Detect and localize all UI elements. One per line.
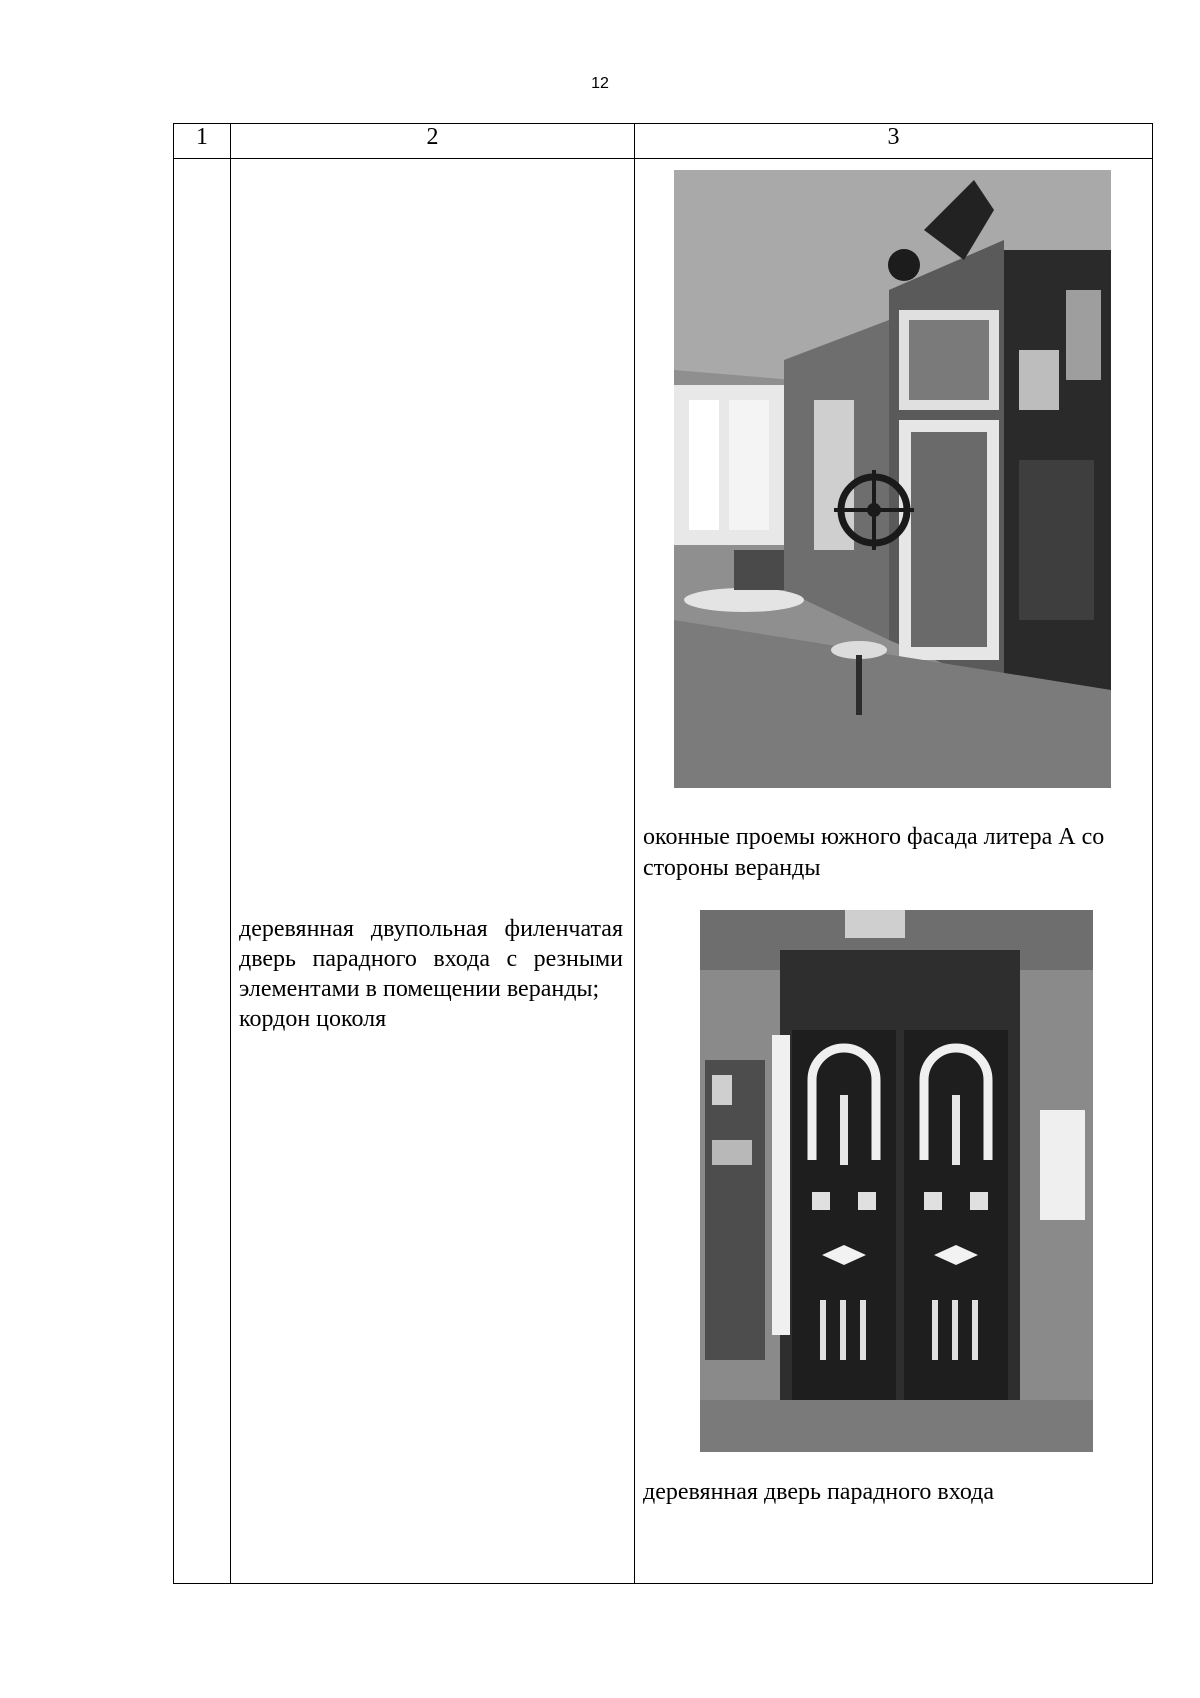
- description-line: кордон цоколя: [239, 1006, 387, 1032]
- veranda-interior-photo: [674, 170, 1111, 788]
- page-number: 12: [591, 75, 609, 92]
- column-header-1: 1: [174, 124, 231, 159]
- row-number-cell: [174, 159, 231, 1584]
- description-cell: [231, 159, 635, 1584]
- photo-caption: деревянная дверь парадного входа: [643, 1479, 994, 1505]
- photo-caption: оконные проемы южного фасада литера А со стороны веранды: [643, 824, 1105, 881]
- double-door-photo: [700, 910, 1093, 1452]
- column-header-3: 3: [635, 124, 1153, 159]
- table-header-row: [174, 124, 1153, 159]
- element-description: [239, 914, 623, 1034]
- column-header-2: 2: [231, 124, 635, 159]
- description-line: деревянная двупольная филенчатая дверь парадного входа с резными элементами в помещении веранды;: [239, 916, 623, 1002]
